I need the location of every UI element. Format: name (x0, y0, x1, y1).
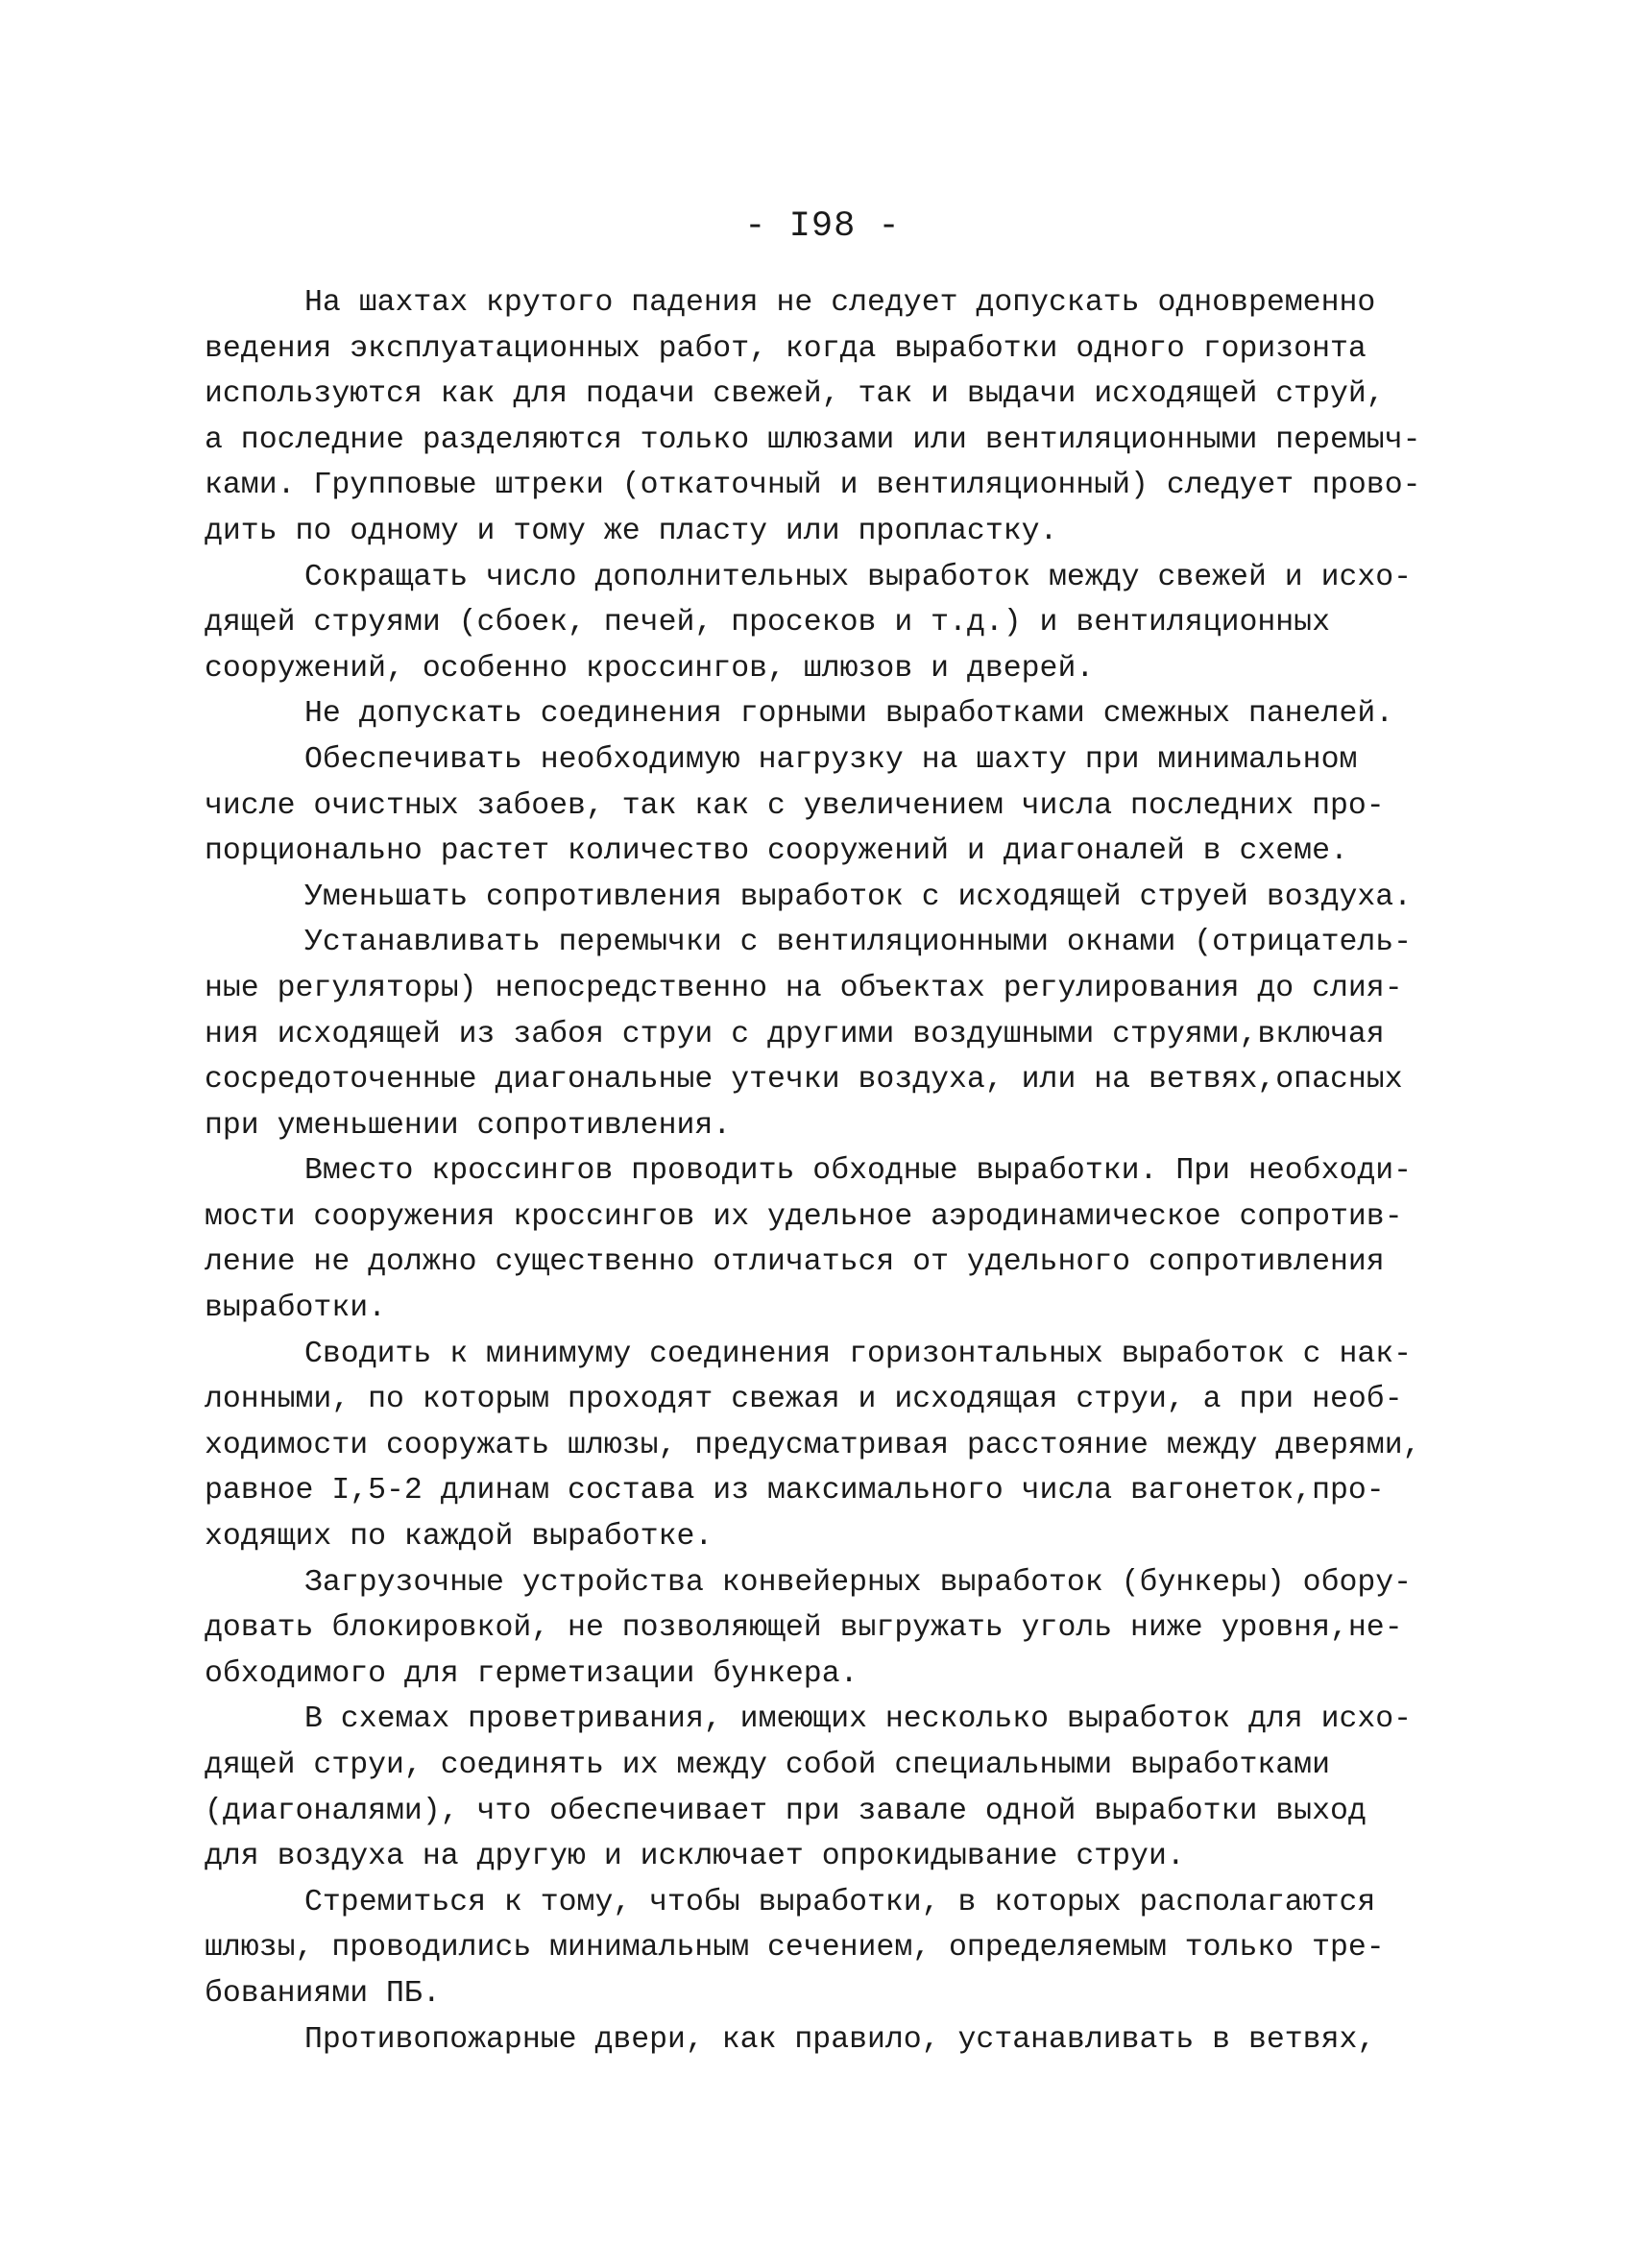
paragraph (205, 280, 1463, 555)
text-line: Противопожарные двери, как правило, устанавливать в ветвях, (304, 2022, 1376, 2057)
text-line: Обеспечивать необходимую нагрузку на шахту при минимальном (304, 742, 1358, 777)
text-line: при уменьшении сопротивления. (205, 1108, 732, 1143)
paragraph (205, 1880, 1463, 2017)
body-text (205, 280, 1463, 2063)
text-line: ходящих по каждой выработке. (205, 1520, 714, 1555)
text-line: дить по одному и тому же пласту или пропластку. (205, 514, 1058, 548)
text-line: На шахтах крутого падения не следует допускать одновременно (304, 286, 1376, 320)
text-line: ками. Групповые штреки (откаточный и вентиляционный) следует прово- (205, 469, 1421, 503)
paragraph (205, 1697, 1463, 1879)
text-line: бованиями ПБ. (205, 1976, 441, 2011)
paragraph (205, 1560, 1463, 1698)
text-line: ния исходящей из забоя струи с другими воздушными струями,включая (205, 1017, 1385, 1051)
text-line: Уменьшать сопротивления выработок с исходящей струей воздуха. (304, 880, 1413, 914)
paragraph (205, 691, 1463, 737)
text-line: (диагоналями), что обеспечивает при завале одной выработки выход (205, 1794, 1367, 1828)
text-line: Вместо кроссингов проводить обходные выработки. При необходи- (304, 1154, 1413, 1189)
paragraph (205, 1332, 1463, 1560)
text-line: ные регуляторы) непосредственно на объектах регулирования до слия- (205, 971, 1403, 1005)
text-line: числе очистных забоев, так как с увеличением числа последних про- (205, 788, 1385, 823)
text-line: В схемах проветривания, имеющих несколько выработок для исхо- (304, 1702, 1413, 1737)
text-line: лонными, по которым проходят свежая и исходящая струи, а при необ- (205, 1383, 1403, 1417)
text-line: равное I,5-2 длинам состава из максимального числа вагонеток,про- (205, 1474, 1385, 1508)
paragraph (205, 555, 1463, 692)
text-line: сосредоточенные диагональные утечки воздуха, или на ветвях,опасных (205, 1063, 1403, 1098)
text-line: Устанавливать перемычки с вентиляционными окнами (отрицатель- (304, 926, 1413, 960)
paragraph (205, 1148, 1463, 1331)
text-line: для воздуха на другую и исключает опрокидывание струи. (205, 1840, 1185, 1874)
text-line: ление не должно существенно отличаться от удельного сопротивления (205, 1245, 1385, 1280)
text-line: обходимого для герметизации бункера. (205, 1656, 859, 1691)
text-line: ведения эксплуатационных работ, когда выработки одного горизонта (205, 331, 1367, 366)
text-line: ходимости сооружать шлюзы, предусматривая расстояние между дверями, (205, 1428, 1421, 1462)
paragraph (205, 737, 1463, 875)
text-line: довать блокировкой, не позволяющей выгружать уголь ниже уровня,не- (205, 1611, 1403, 1646)
text-line: Загрузочные устройства конвейерных выработок (бункеры) обору- (304, 1565, 1413, 1600)
text-line: мости сооружения кроссингов их удельное аэродинамическое сопротив- (205, 1199, 1403, 1234)
paragraph (205, 875, 1463, 921)
text-line: Не допускать соединения горными выработками смежных панелей. (304, 697, 1394, 732)
text-line: Стремиться к тому, чтобы выработки, в которых располагаются (304, 1885, 1376, 1919)
paragraph (205, 920, 1463, 1148)
text-line: сооружений, особенно кроссингов, шлюзов и дверей. (205, 651, 1095, 686)
text-line: шлюзы, проводились минимальным сечением, определяемым только тре- (205, 1931, 1385, 1966)
page-number: - I98 - (744, 206, 901, 247)
text-line: а последние разделяются только шлюзами или вентиляционными перемыч- (205, 422, 1421, 457)
text-line: Сводить к минимуму соединения горизонтальных выработок с нак- (304, 1337, 1413, 1371)
text-line: порционально растет количество сооружений и диагоналей в схеме. (205, 834, 1348, 869)
text-line: Сокращать число дополнительных выработок между свежей и исхо- (304, 560, 1413, 594)
text-line: дящей струи, соединять их между собой специальными выработками (205, 1749, 1330, 1782)
text-line: дящей струями (сбоек, печей, просеков и т.д.) и вентиляционных (205, 606, 1330, 640)
text-line: выработки. (205, 1291, 387, 1326)
paragraph (205, 2017, 1463, 2063)
text-line: используются как для подачи свежей, так и выдачи исходящей струй, (205, 377, 1385, 412)
